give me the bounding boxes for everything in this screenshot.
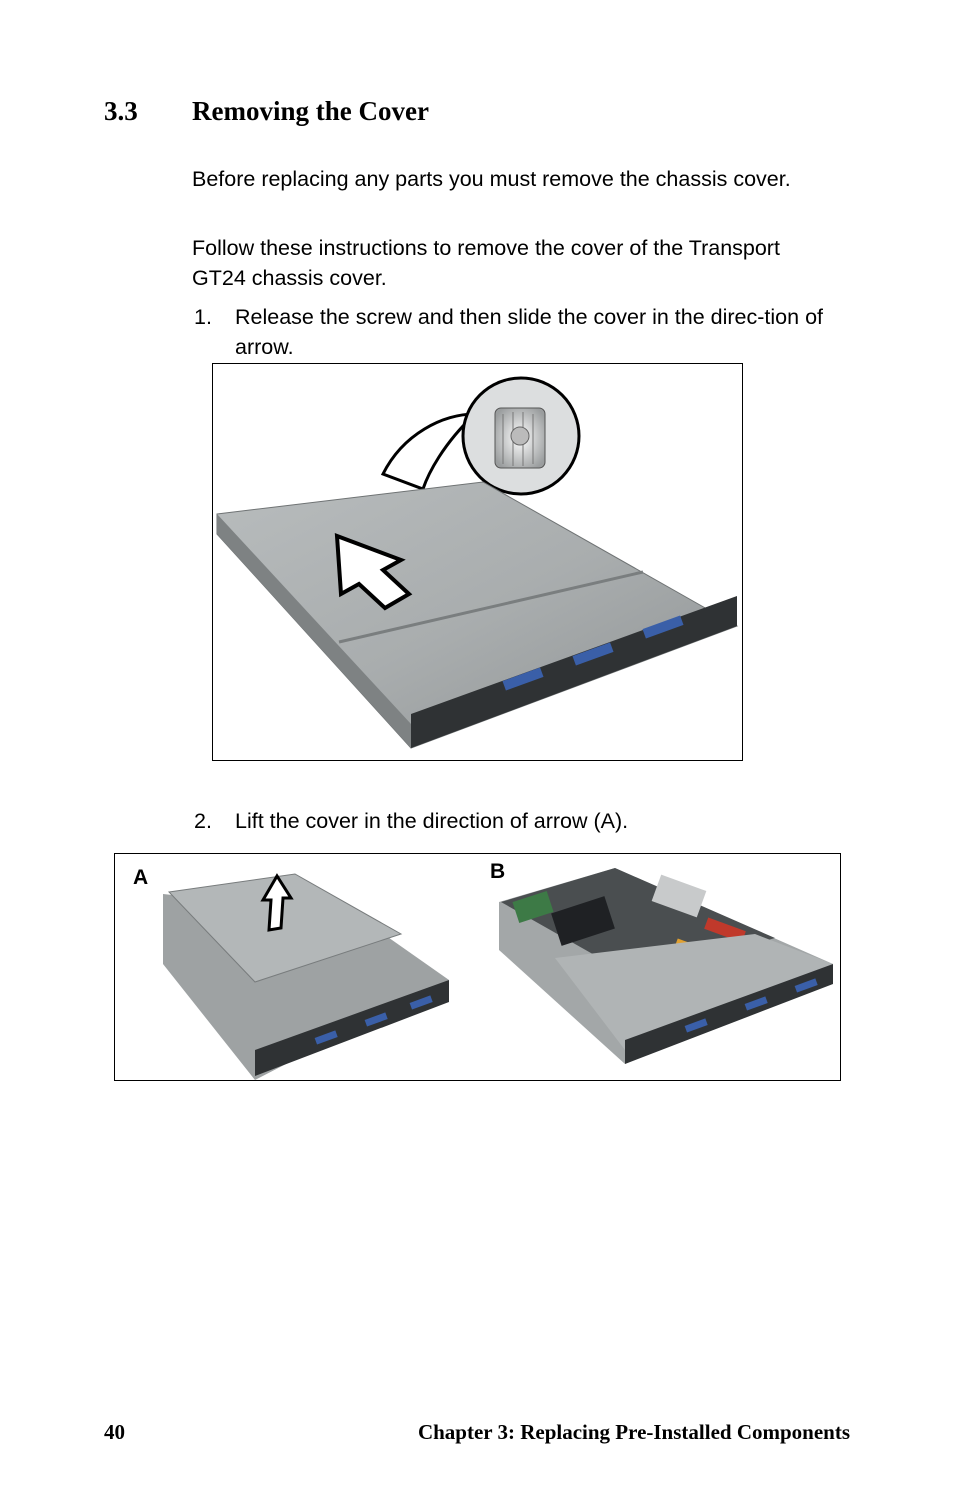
step-1 xyxy=(194,302,844,362)
page-number: 40 xyxy=(104,1420,125,1444)
chassis-slide-illustration xyxy=(213,364,742,760)
step-2-text: Lift the cover in the direction of arrow (A). xyxy=(235,809,629,833)
step-2 xyxy=(194,806,844,836)
figure-label-b: B xyxy=(490,860,506,883)
lift-cover-illustrations xyxy=(115,854,840,1080)
section-title: Removing the Cover xyxy=(192,96,429,126)
figure-label-a: A xyxy=(133,866,149,889)
intro-paragraph-2: Follow these instructions to remove the cover of the Transport GT24 chassis cover. xyxy=(192,236,780,290)
step-1-text: Release the screw and then slide the cover in the direc-tion of arrow. xyxy=(235,305,823,359)
step-2-number: 2. xyxy=(194,809,212,833)
section-number: 3.3 xyxy=(104,96,138,126)
section-heading xyxy=(104,96,429,127)
chapter-title: Chapter 3: Replacing Pre-Installed Components xyxy=(417,1420,850,1444)
step-1-number: 1. xyxy=(194,305,212,329)
chassis-lift-image-a xyxy=(163,874,449,1080)
intro-paragraph-1: Before replacing any parts you must remove the chassis cover. xyxy=(192,167,791,191)
figure-slide-cover xyxy=(212,363,743,761)
figure-lift-cover xyxy=(114,853,841,1081)
chassis-open-image-b xyxy=(499,868,833,1064)
